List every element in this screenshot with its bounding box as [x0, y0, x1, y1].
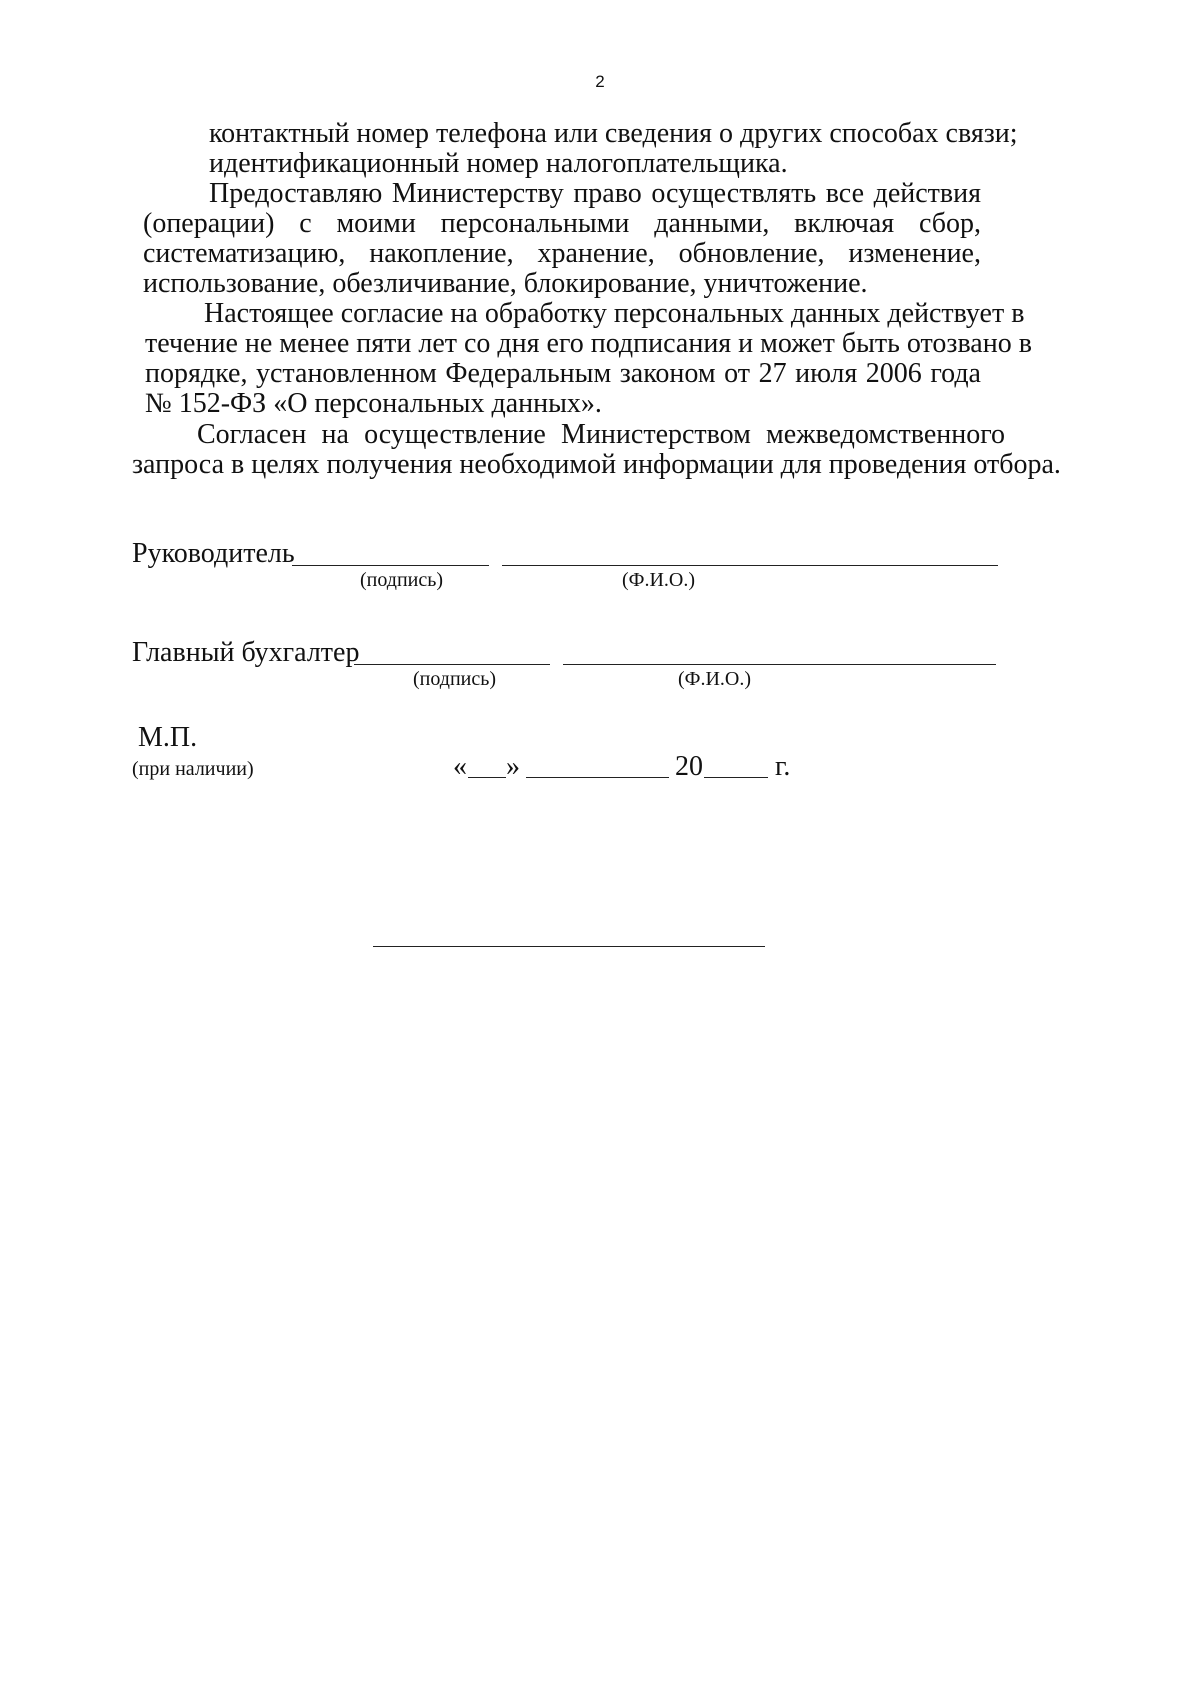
accountant-name-line: [563, 664, 996, 665]
head-label: Руководитель: [132, 538, 295, 569]
list-item-contact: контактный номер телефона или сведения о других способах связи;: [209, 118, 1018, 149]
para-validity-line: Настоящее согласие на обработку персональных данных действует в: [204, 298, 1025, 329]
para-rights-line: Предоставляю Министерству право осуществлять все действия: [209, 178, 981, 209]
para-consent-line: запроса в целях получения необходимой информации для проведения отбора.: [132, 449, 1061, 480]
para-rights-line: систематизацию, накопление, хранение, обновление, изменение,: [143, 238, 981, 269]
date-month-line: [526, 777, 669, 778]
accountant-name-caption: (Ф.И.О.): [678, 668, 752, 690]
accountant-sign-caption: (подпись): [413, 668, 497, 690]
stamp-label: М.П.: [138, 722, 198, 753]
para-consent-line: Согласен на осуществление Министерством межведомственного: [197, 419, 1005, 450]
date-year-line: [704, 777, 768, 778]
list-item-inn: идентификационный номер налогоплательщика.: [209, 148, 788, 179]
accountant-signature-line: [354, 664, 550, 665]
head-name-caption: (Ф.И.О.): [622, 569, 696, 591]
para-validity-line: течение не менее пяти лет со дня его подписания и может быть отозвано в: [145, 328, 1032, 359]
date-day-line: [468, 777, 506, 778]
closing-separator: [373, 946, 765, 947]
para-rights-line: (операции) с моими персональными данными, включая сбор,: [143, 208, 981, 239]
para-rights-line: использование, обезличивание, блокирование, уничтожение.: [143, 268, 868, 299]
date-open-quote: «: [453, 751, 467, 782]
date-year-suffix: г.: [775, 751, 791, 782]
date-close-quote: »: [506, 751, 520, 782]
para-validity-line: № 152-ФЗ «О персональных данных».: [145, 388, 602, 419]
stamp-caption: (при наличии): [132, 758, 254, 780]
page-number: 2: [595, 72, 605, 91]
accountant-label: Главный бухгалтер: [132, 637, 360, 668]
head-signature-line: [292, 565, 489, 566]
para-validity-line: порядке, установленном Федеральным законом от 27 июля 2006 года: [145, 358, 981, 389]
head-sign-caption: (подпись): [360, 569, 444, 591]
date-year-prefix: 20: [675, 751, 703, 782]
head-name-line: [502, 565, 998, 566]
